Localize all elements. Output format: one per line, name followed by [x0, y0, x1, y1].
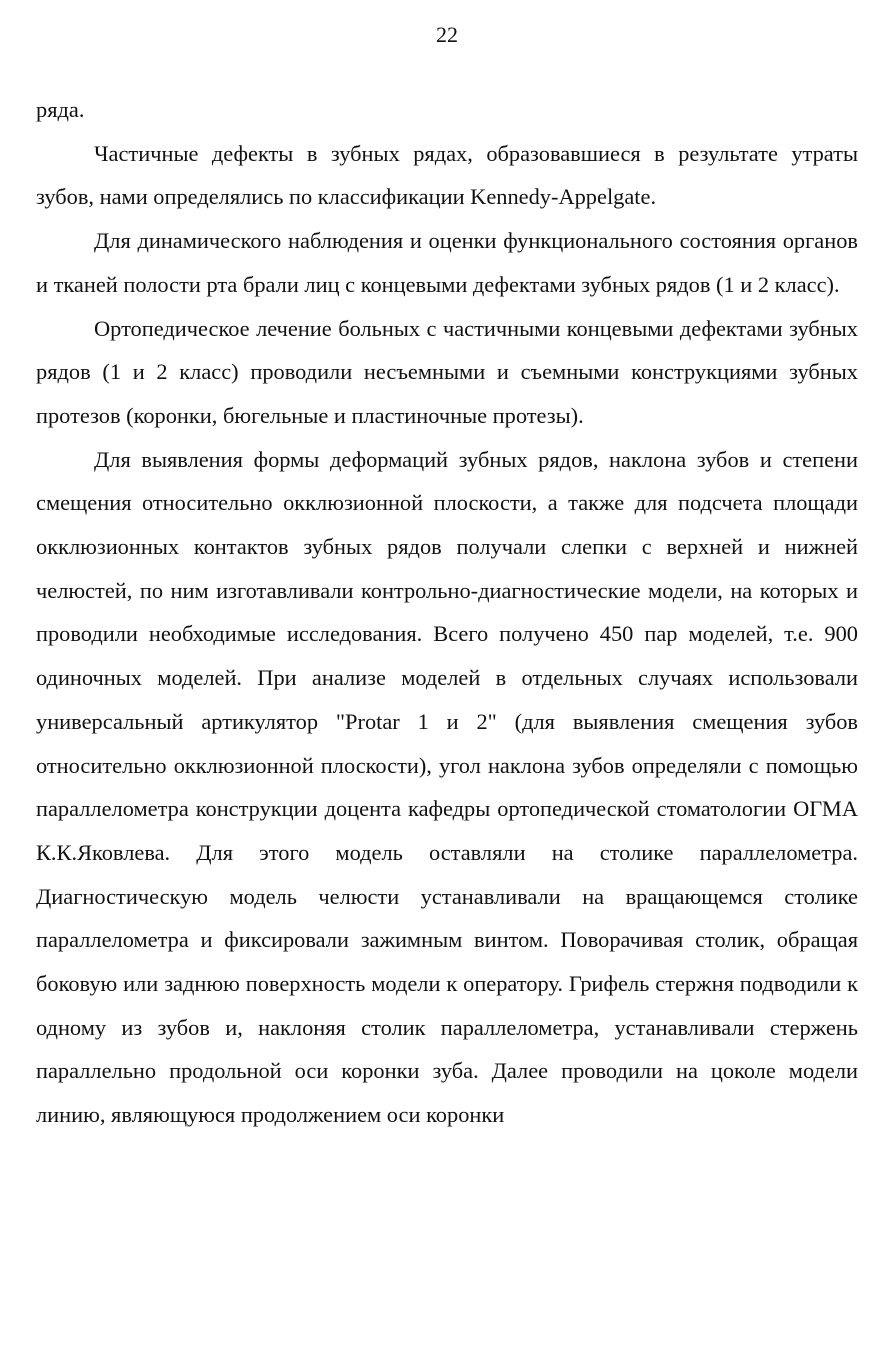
paragraph-orthopedic-treatment: Ортопедическое лечение больных с частичными концевыми дефектами зубных рядов (1 и 2 класс) проводили несъемными и съемными конструкциями зубных протезов (коронки, бюгельные и пластиночные протезы). — [36, 315, 858, 428]
page-number: 22 — [436, 22, 458, 47]
paragraph-models-methodology: Для выявления формы деформаций зубных рядов, наклона зубов и степени смещения относительно окклюзионной плоскости, а также для подсчета площади окклюзионных контактов зубных рядов получали слепки с верхней и нижней челюстей, по ним изготавливали контрольно-диагностические модели, на которых и проводили необходимые исследования. Всего получено 450 пар моделей, т.е. 900 одиночных моделей. При анализе моделей в отдельных случаях использовали универсальный артикулятор "Protar 1 и 2" (для выявления смещения зубов относительно окклюзионной плоскости), угол наклона зубов определяли с помощью параллелометра конструкции доцента кафедры ортопедической стоматологии ОГМА К.К.Яковлева. Для этого модель оставляли на столике параллелометра. Диагностическую модель челюсти устанавливали на вращающемся столике параллелометра и фиксировали зажимным винтом. Поворачивая столик, обращая боковую или заднюю поверхность модели к оператору. Грифель стержня подводили к одному из зубов и, наклоняя столик параллелометра, устанавливали стержень параллельно продольной оси коронки зуба. Далее проводили на цоколе модели линию, являющуюся продолжением оси коронки — [36, 446, 858, 1128]
body-text — [36, 88, 858, 1137]
paragraph-continuation: ряда. — [36, 97, 85, 122]
paragraph-dynamic-observation: Для динамического наблюдения и оценки функционального состояния органов и тканей полости рта брали лиц с концевыми дефектами зубных рядов (1 и 2 класс). — [36, 228, 858, 297]
paragraph-defect-classification: Частичные дефекты в зубных рядах, образовавшиеся в результате утраты зубов, нами определялись по классификации Kennedy-Appelgate. — [36, 140, 858, 210]
